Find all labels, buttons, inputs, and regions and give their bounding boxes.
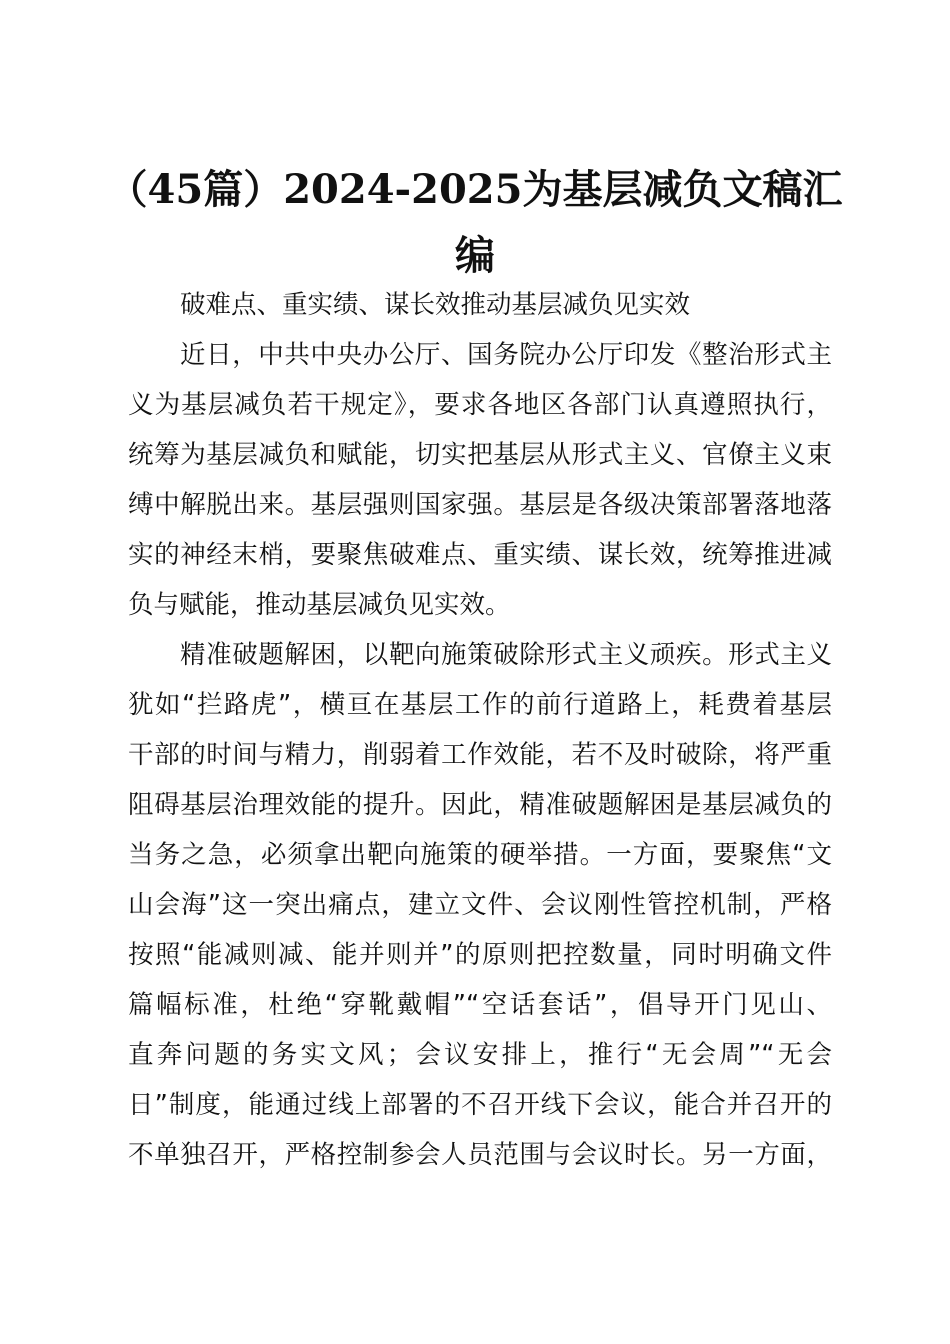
paragraph-line: 阻碍基层治理效能的提升。因此，精准破题解困是基层减负的: [128, 790, 832, 820]
subtitle: 破难点、重实绩、谋长效推动基层减负见实效: [180, 290, 691, 320]
title-line-1: （45篇）2024-2025为基层减负文稿汇: [107, 166, 843, 213]
paragraph-line: 不单独召开，严格控制参会人员范围与会议时长。另一方面，: [128, 1140, 832, 1170]
paragraph-line: 缚中解脱出来。基层强则国家强。基层是各级决策部署落地落: [128, 490, 832, 520]
paragraph-line: 直奔问题的务实文风；会议安排上，推行“无会周”“无会: [128, 1040, 832, 1070]
paragraph-line: 精准破题解困，以靶向施策破除形式主义顽疾。形式主义: [180, 640, 832, 670]
paragraph-line: 山会海”这一突出痛点，建立文件、会议刚性管控机制，严格: [128, 890, 832, 920]
paragraph-line: 当务之急，必须拿出靶向施策的硬举措。一方面，要聚焦“文: [128, 840, 832, 870]
paragraph-line: 统筹为基层减负和赋能，切实把基层从形式主义、官僚主义束: [128, 440, 832, 470]
paragraph-line: 干部的时间与精力，削弱着工作效能，若不及时破除，将严重: [128, 740, 832, 770]
paragraph-line: 按照“能减则减、能并则并”的原则把控数量，同时明确文件: [128, 940, 832, 970]
paragraph-line: 篇幅标准，杜绝“穿靴戴帽”“空话套话”，倡导开门见山、: [128, 990, 832, 1020]
paragraph-line: 日”制度，能通过线上部署的不召开线下会议，能合并召开的: [128, 1090, 832, 1120]
paragraph-line: 犹如“拦路虎”，横亘在基层工作的前行道路上，耗费着基层: [128, 690, 832, 720]
paragraph-line: 负与赋能，推动基层减负见实效。: [128, 590, 511, 620]
paragraph-line: 实的神经末梢，要聚焦破难点、重实绩、谋长效，统筹推进减: [128, 540, 832, 570]
title-line-2: 编: [455, 232, 495, 279]
paragraph-line: 义为基层减负若干规定》，要求各地区各部门认真遵照执行，: [128, 390, 832, 420]
paragraph-line: 近日，中共中央办公厅、国务院办公厅印发《整治形式主: [180, 340, 832, 370]
